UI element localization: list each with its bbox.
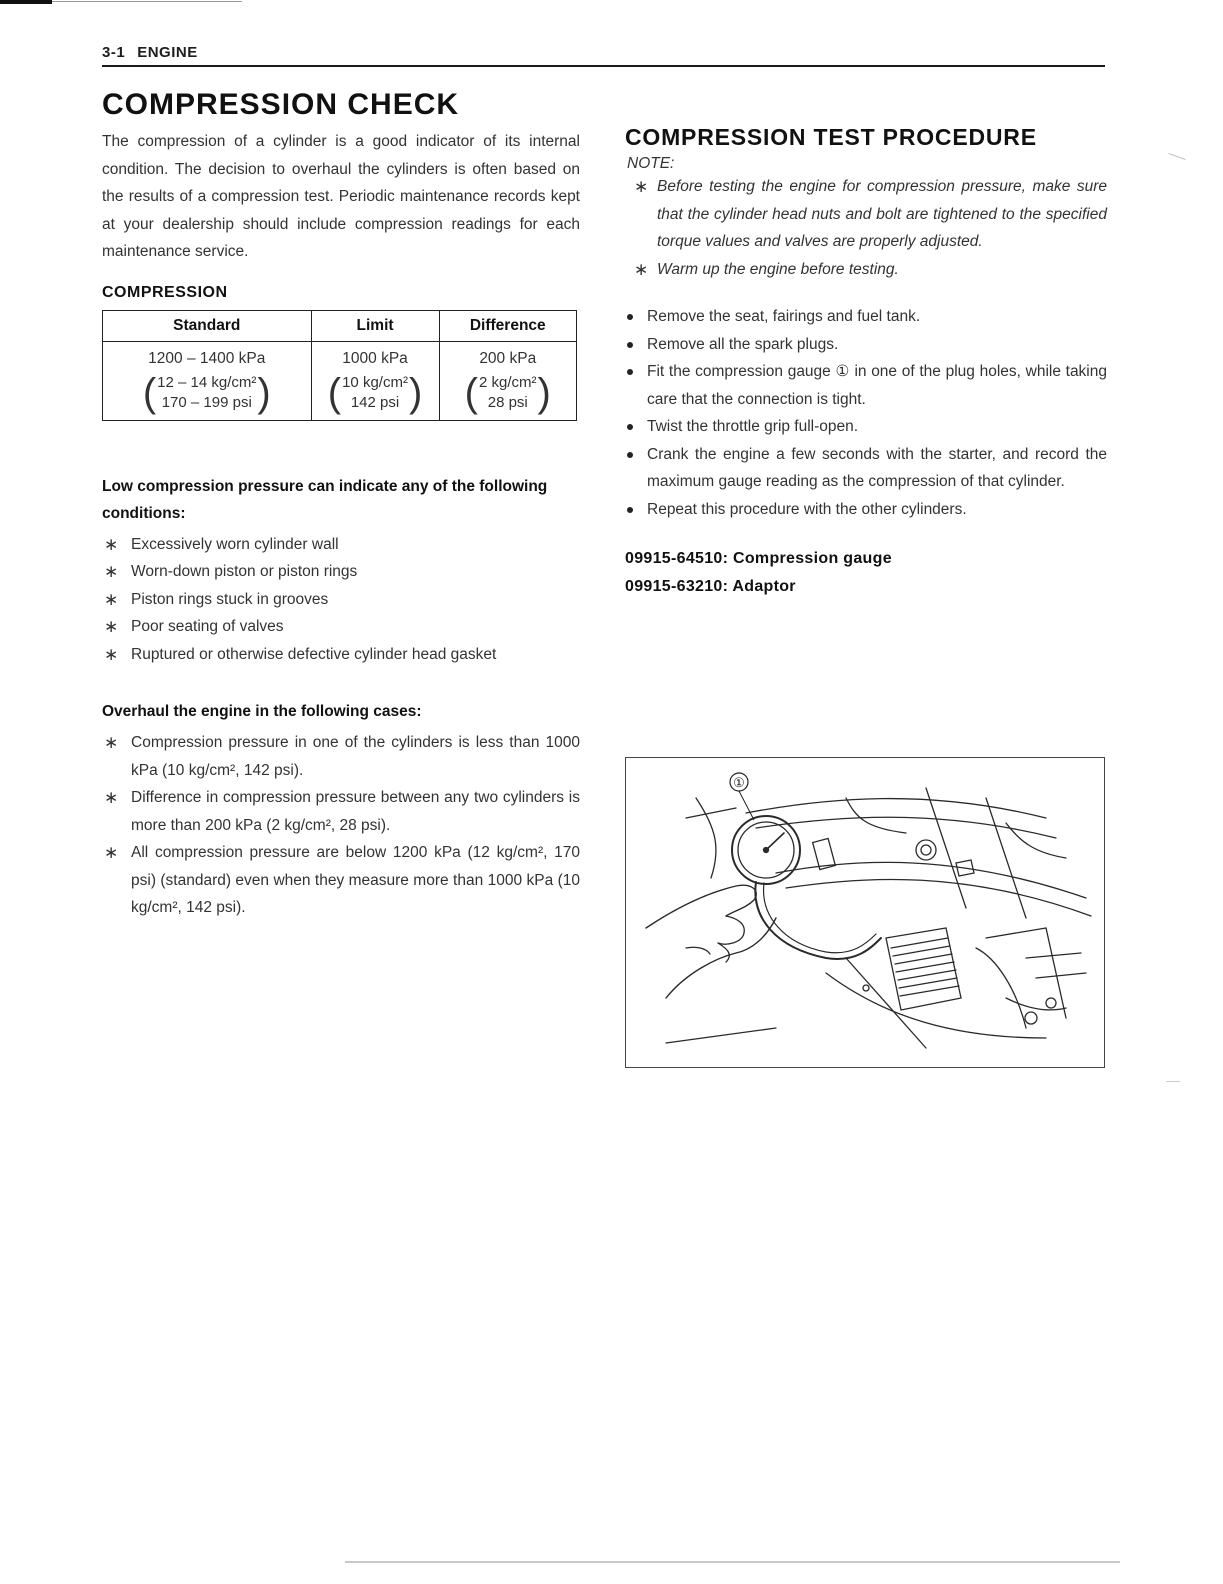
cell-main-value: 200 kPa: [479, 349, 537, 367]
table-header-row: [103, 310, 577, 341]
table-header-cell: Standard: [103, 310, 312, 341]
scan-edge-mark: [1168, 153, 1185, 160]
table-title: COMPRESSION: [102, 283, 228, 301]
paren-left: (: [464, 370, 478, 415]
paren-left: (: [142, 370, 157, 415]
asterisk-bullet: ∗: [104, 788, 119, 807]
frame-tube: [756, 817, 1056, 838]
gauge-needle: [766, 833, 784, 850]
bullet-dot: [627, 342, 633, 348]
tool-adaptor: 09915-63210: Adaptor: [625, 578, 796, 595]
bottom-rule: [345, 1561, 1120, 1563]
table-header-cell: Limit: [311, 310, 439, 341]
table-cell-standard: [103, 341, 312, 420]
step-item: Remove all the spark plugs.: [625, 331, 1107, 359]
page-title: COMPRESSION CHECK: [102, 88, 460, 121]
step-item: Crank the engine a few seconds with the starter, and record the maximum gauge reading as the compression of that cylinder.: [625, 441, 1107, 496]
intro-paragraph: The compression of a cylinder is a good indicator of its internal condition. The decision to overhaul the cylinders is often based on the results of a compression test. Periodic maintenance records kept at your dealership should include compression readings for each maintenance service.: [102, 133, 580, 260]
asterisk-bullet: ∗: [634, 177, 649, 196]
list-item: ∗ Poor seating of valves: [102, 613, 580, 641]
note-item: ∗ Before testing the engine for compression pressure, make sure that the cylinder head nuts and bolt are tightened to the specified torque values and valves are properly adjusted.: [625, 173, 1107, 256]
bullet-dot: [627, 369, 633, 375]
overhaul-heading: Overhaul the engine in the following cases:: [102, 703, 422, 720]
asterisk-bullet: ∗: [104, 589, 119, 609]
scan-corner-line: [52, 1, 242, 2]
cylinder-fins: [886, 928, 961, 1010]
tool-compression-gauge: 09915-64510: Compression gauge: [625, 550, 892, 567]
section-name: ENGINE: [137, 44, 198, 61]
note-item: ∗ Warm up the engine before testing.: [625, 256, 1107, 284]
paren-right: ): [408, 370, 423, 415]
cell-alt-value: 28 psi: [487, 393, 528, 411]
table-row: [103, 341, 577, 420]
cell-main-value: 1200 – 1400 kPa: [148, 349, 266, 367]
compression-gauge-illustration: [625, 757, 1105, 1068]
page-header: [102, 44, 198, 61]
asterisk-bullet: ∗: [104, 534, 119, 554]
header-rule: [102, 65, 1105, 67]
procedure-steps: [625, 303, 1107, 523]
note-label: NOTE:: [627, 155, 675, 172]
step-item: Remove the seat, fairings and fuel tank.: [625, 303, 1107, 331]
low-compression-heading: Low compression pressure can indicate any of the following conditions:: [102, 477, 548, 522]
bullet-dot: [627, 424, 633, 430]
scan-corner-mark: [0, 0, 52, 4]
paren-left: (: [327, 370, 342, 415]
frame-tube: [776, 862, 1086, 898]
cell-alt-value: 10 kg/cm²: [342, 373, 408, 391]
step-item: Twist the throttle grip full-open.: [625, 413, 1107, 441]
note-list: [625, 173, 1107, 283]
cell-alt-value: 142 psi: [350, 393, 400, 411]
scan-edge-mark: [1166, 1081, 1180, 1082]
cell-alt-value: 170 – 199 psi: [161, 393, 252, 411]
asterisk-bullet: ∗: [634, 259, 649, 279]
asterisk-bullet: ∗: [104, 733, 119, 752]
left-column: [102, 88, 580, 922]
cell-alt-value: 2 kg/cm²: [479, 373, 537, 391]
step-item: Fit the compression gauge ① in one of the plug holes, while taking care that the connection is tight.: [625, 358, 1107, 413]
callout-leader: [739, 791, 754, 820]
bullet-dot: [627, 507, 633, 513]
engine-line-drawing: [626, 758, 1102, 1065]
overhaul-list: [102, 729, 580, 922]
bullet-dot: [627, 314, 633, 320]
step-item: Repeat this procedure with the other cylinders.: [625, 496, 1107, 524]
table-header-cell: Difference: [439, 310, 576, 341]
paren-right: ): [537, 370, 551, 415]
table-cell-difference: [439, 341, 576, 420]
asterisk-bullet: ∗: [104, 843, 119, 862]
paren-right: ): [257, 370, 271, 415]
compression-spec-table: [102, 310, 577, 421]
list-item: ∗ Worn-down piston or piston rings: [102, 558, 580, 586]
table-cell-limit: [311, 341, 439, 420]
list-item: ∗ Excessively worn cylinder wall: [102, 531, 580, 559]
page-number: 3-1: [102, 44, 126, 61]
low-compression-list: [102, 531, 580, 669]
list-item: ∗ Ruptured or otherwise defective cylinder head gasket: [102, 641, 580, 669]
cell-main-value: 1000 kPa: [342, 349, 408, 367]
bullet-dot: [627, 452, 633, 458]
special-tools: [625, 545, 1107, 601]
cell-alt-value: 12 – 14 kg/cm²: [157, 373, 257, 391]
list-item: ∗ Piston rings stuck in grooves: [102, 586, 580, 614]
procedure-title: COMPRESSION TEST PROCEDURE: [625, 124, 1037, 150]
frame-tube: [746, 799, 1046, 818]
asterisk-bullet: ∗: [104, 617, 119, 636]
asterisk-bullet: ∗: [104, 644, 119, 664]
asterisk-bullet: ∗: [104, 562, 119, 581]
right-column: [625, 124, 1107, 601]
list-item: ∗ Compression pressure in one of the cylinders is less than 1000 kPa (10 kg/cm², 142 psi).: [102, 729, 580, 784]
callout-number: ①: [733, 775, 745, 790]
list-item: ∗ All compression pressure are below 1200 kPa (12 kg/cm², 170 psi) (standard) even when they measure more than 1000 kPa (10 kg/cm², 142 psi).: [102, 839, 580, 922]
list-item: ∗ Difference in compression pressure between any two cylinders is more than 200 kPa (2 kg/cm², 28 psi).: [102, 784, 580, 839]
